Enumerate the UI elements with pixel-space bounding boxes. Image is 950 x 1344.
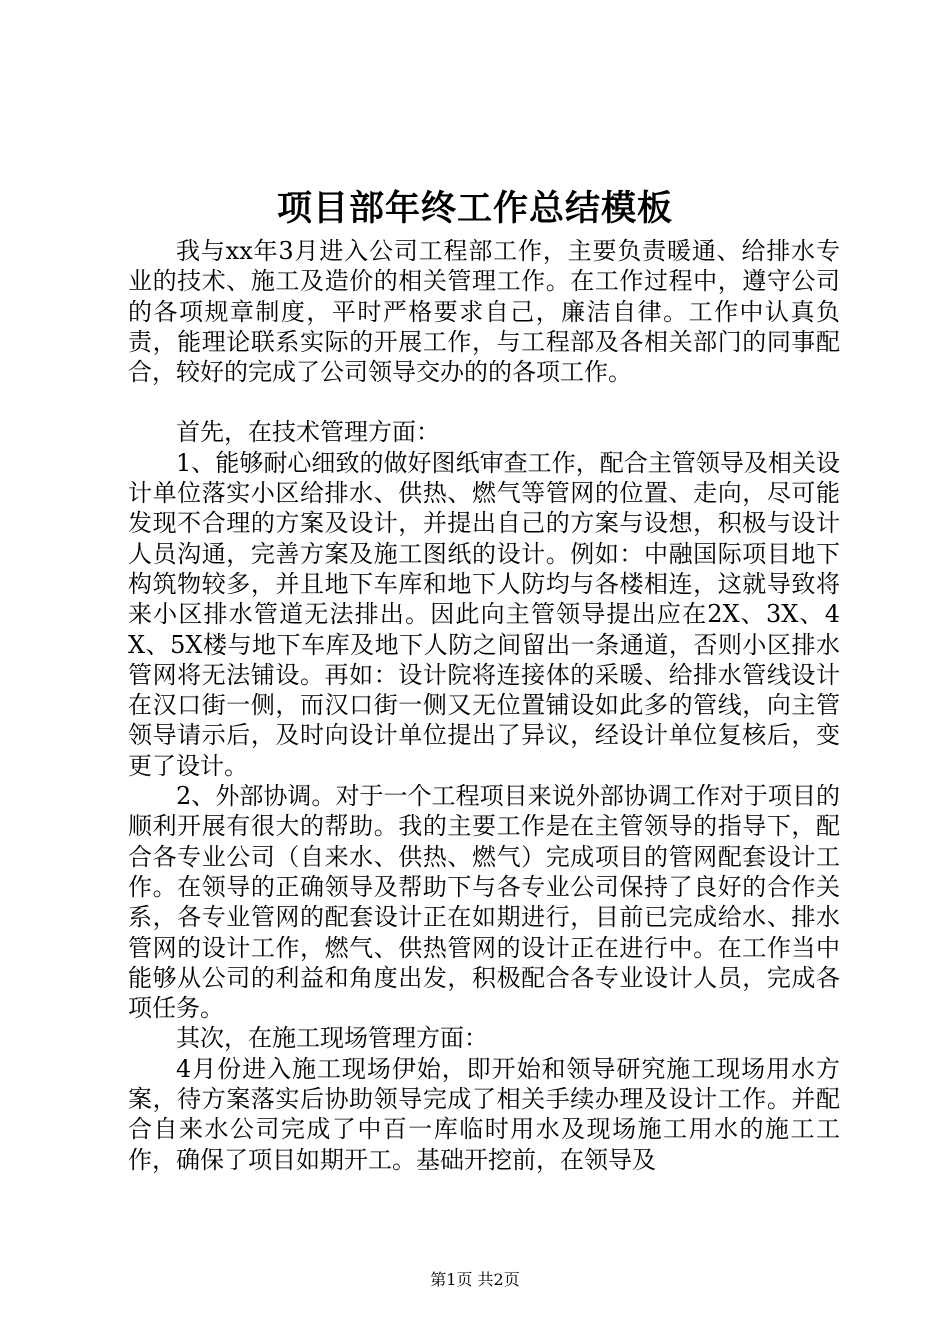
document-body: [128, 236, 840, 1175]
paragraph-drawing-review: 1、能够耐心细致的做好图纸审查工作，配合主管领导及相关设计单位落实小区给排水、供热、燃气等管网的位置、走向，尽可能发现不合理的方案及设计，并提出自己的方案与设想，积极与设计人员沟通，完善方案及施工图纸的设计。例如：中融国际项目地下构筑物较多，并且地下车库和地下人防均与各楼相连，这就导致将来小区排水管道无法排出。因此向主管领导提出应在2X、3X、4X、5X楼与地下车库及地下人防之间留出一条通道，否则小区排水管网将无法铺设。再如：设计院将连接体的采暖、给排水管线设计在汉口街一侧，而汉口街一侧又无位置铺设如此多的管线，向主管领导请示后，及时向设计单位提出了异议，经设计单位复核后，变更了设计。: [128, 448, 840, 780]
page-footer: 第1页 共2页: [430, 1270, 520, 1289]
section-heading-site: 其次，在施工现场管理方面：: [176, 1024, 488, 1053]
intro-paragraph: 我与xx年3月进入公司工程部工作，主要负责暖通、给排水专业的技术、施工及造价的相关管理工作。在工作过程中，遵守公司的各项规章制度，平时严格要求自己，廉洁自律。工作中认真负责，能理论联系实际的开展工作，与工程部及各相关部门的同事配合，较好的完成了公司领导交办的的各项工作。: [128, 237, 840, 387]
paragraph-external-coordination: 2、外部协调。对于一个工程项目来说外部协调工作对于项目的顺利开展有很大的帮助。我的主要工作是在主管领导的指导下，配合各专业公司（自来水、供热、燃气）完成项目的管网配套设计工作。在领导的正确领导及帮助下与各专业公司保持了良好的合作关系，各专业管网的配套设计正在如期进行，目前已完成给水、排水管网的设计工作，燃气、供热管网的设计正在进行中。在工作当中能够从公司的利益和角度出发，积极配合各专业设计人员，完成各项任务。: [128, 782, 840, 1023]
paragraph-site-management: 4月份进入施工现场伊始，即开始和领导研究施工现场用水方案，待方案落实后协助领导完成了相关手续办理及设计工作。并配合自来水公司完成了中百一库临时用水及现场施工用水的施工工作，确保了项目如期开工。基础开挖前，在领导及: [128, 1054, 840, 1174]
document-title: 项目部年终工作总结模板: [276, 188, 673, 229]
section-heading-technical: 首先，在技术管理方面：: [176, 418, 440, 447]
